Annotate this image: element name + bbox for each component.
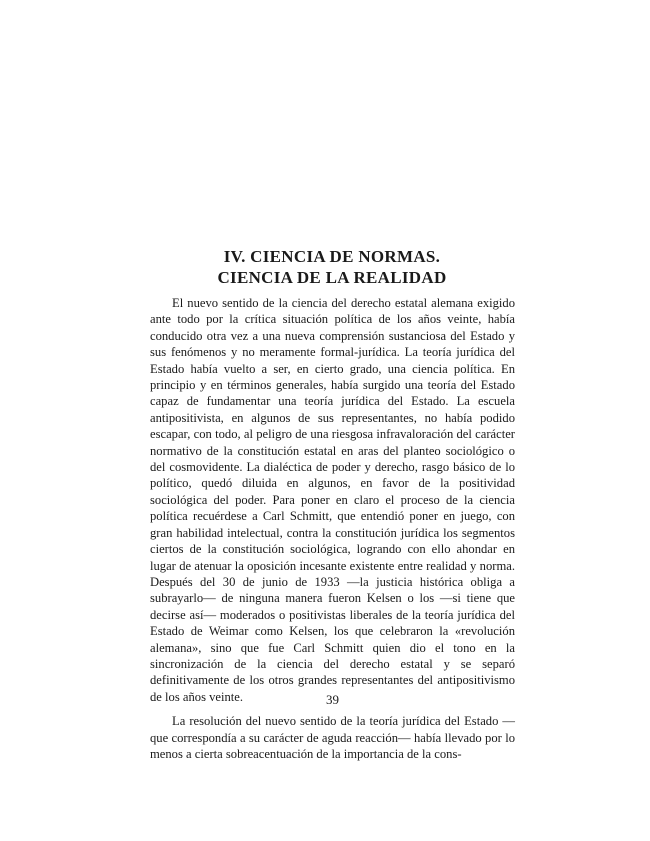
page-number: 39 bbox=[326, 692, 339, 707]
chapter-heading-line-1: IV. CIENCIA DE NORMAS. bbox=[223, 247, 441, 266]
paragraph-1: El nuevo sentido de la ciencia del derecho estatal alemana exigido ante todo por la crítica situación política de los años veinte, había conducido otra vez a una nueva comprensión sustanciosa del Estado y sus fenómenos y no meramente formal-jurídica. La teoría jurídica del Estado había vuelto a ser, en cierto grado, una ciencia política. En principio y en términos generales, había surgido una teoría del Estado capaz de fundamentar una teoría jurídica del Estado. La escuela antipositivista, en algunos de sus representantes, no había podido escapar, con todo, al peligro de una riesgosa infravaloración del carácter normativo de la constitución estatal en aras del planteo sociológico o del cosmovidente. La dialéctica de poder y derecho, rasgo básico de lo político, quedó diluida en algunos, en favor de la positividad sociológica del poder. Para poner en claro el proceso de la ciencia política recuérdese a Carl Schmitt, que entendió poner en juego, con gran habilidad intelectual, contra la constitución jurídica los segmentos ciertos de la constitución sociológica, logrando con ello ahondar en lugar de atenuar la oposición incesante existente entre realidad y norma. Después del 30 de junio de 1933 —la justicia histórica obliga a subrayarlo— de ninguna manera fueron Kelsen o los —si tiene que decirse así— moderados o positivistas liberales de la teoría jurídica del Estado de Weimar como Kelsen, los que celebraron la «revolución alemana», sino que fue Carl Schmitt quien dio el tono en la sincronización de la ciencia del derecho estatal y se separó definitivamente de los otros grandes representantes del antipositivismo de los años veinte. bbox=[150, 296, 515, 704]
chapter-heading-line-2: CIENCIA DE LA REALIDAD bbox=[217, 268, 447, 287]
chapter-heading bbox=[120, 246, 544, 288]
paragraph-2: La resolución del nuevo sentido de la teoría jurídica del Estado —que correspondía a su carácter de aguda reacción— había llevado por lo menos a cierta sobreacentuación de la importancia de la cons- bbox=[150, 714, 515, 761]
